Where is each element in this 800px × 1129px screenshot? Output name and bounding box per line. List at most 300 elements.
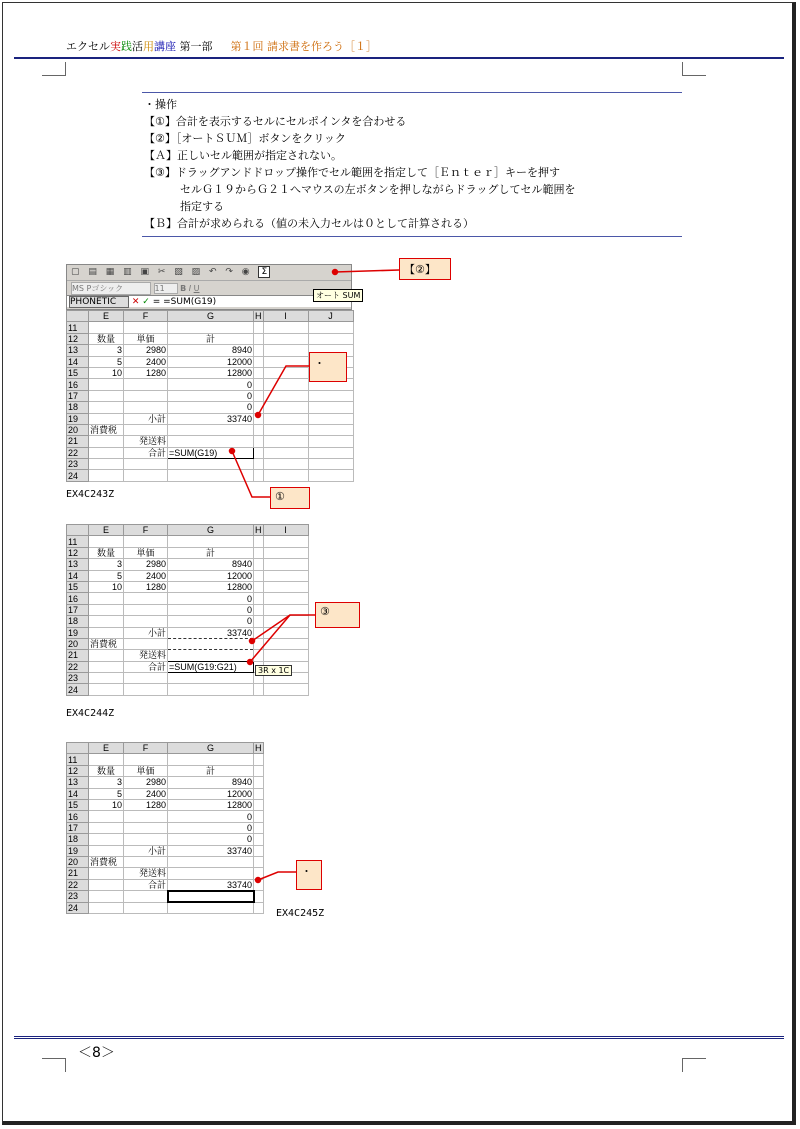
cell[interactable]: 3 (89, 345, 124, 356)
instruction-line: 【②】［オートＳＵＭ］ボタンをクリック (144, 132, 346, 145)
row-header[interactable]: 16 (67, 379, 89, 390)
cell[interactable] (263, 379, 308, 390)
col-header[interactable]: I (263, 525, 308, 536)
cell[interactable] (124, 593, 168, 604)
cell[interactable] (168, 650, 254, 661)
col-header[interactable]: G (168, 311, 254, 322)
cell[interactable] (89, 650, 124, 661)
cell[interactable] (263, 627, 308, 638)
cell[interactable] (308, 424, 353, 435)
row-header[interactable]: 11 (67, 754, 89, 765)
cell[interactable] (254, 559, 264, 570)
autosum-button[interactable]: Σ (258, 266, 270, 278)
row-header[interactable]: 12 (67, 333, 89, 344)
cell[interactable] (254, 765, 264, 776)
cell[interactable] (263, 459, 308, 470)
row-header[interactable]: 12 (67, 547, 89, 558)
cell[interactable]: 計 (168, 547, 254, 558)
cell[interactable] (89, 684, 124, 695)
row-header[interactable]: 21 (67, 436, 89, 447)
callout-b: ・ (296, 860, 322, 890)
cell[interactable] (254, 570, 264, 581)
cell[interactable] (263, 333, 308, 344)
cell[interactable] (89, 390, 124, 401)
cell[interactable] (89, 879, 124, 891)
cell[interactable] (254, 616, 264, 627)
cell[interactable] (263, 390, 308, 401)
cell[interactable]: 消費税 (89, 856, 124, 867)
cell[interactable] (263, 593, 308, 604)
cell[interactable] (168, 536, 254, 547)
row-header[interactable]: 16 (67, 811, 89, 822)
cell[interactable] (263, 367, 308, 378)
cell[interactable]: =SUM(G19) (168, 447, 254, 458)
enter-icon[interactable]: ✓ (142, 297, 150, 307)
cell[interactable] (89, 436, 124, 447)
cell[interactable] (124, 754, 168, 765)
cell[interactable] (89, 673, 124, 684)
instruction-title: ・操作 (144, 98, 177, 111)
cell[interactable] (254, 470, 264, 481)
callout-autosum: 【②】 (399, 258, 451, 280)
format-toolbar (67, 281, 351, 295)
cell[interactable]: 12000 (168, 788, 254, 799)
cell[interactable] (263, 536, 308, 547)
cell[interactable]: 計 (168, 333, 254, 344)
row-header[interactable]: 13 (67, 559, 89, 570)
cell[interactable]: 1280 (124, 581, 168, 592)
cell[interactable] (308, 333, 353, 344)
cell[interactable] (263, 581, 308, 592)
cell[interactable] (89, 627, 124, 638)
row-header[interactable]: 23 (67, 459, 89, 470)
instruction-box (142, 92, 682, 237)
cell[interactable] (254, 811, 264, 822)
cell[interactable] (263, 322, 308, 333)
cell[interactable]: 1280 (124, 367, 168, 378)
cell[interactable]: 8940 (168, 559, 254, 570)
cell[interactable]: 単価 (124, 547, 168, 558)
row-header[interactable]: 23 (67, 891, 89, 902)
cell[interactable] (254, 799, 264, 810)
cell[interactable]: 12000 (168, 570, 254, 581)
cell[interactable] (308, 459, 353, 470)
formula-text[interactable]: =SUM(G19) (163, 297, 217, 307)
cell[interactable] (263, 559, 308, 570)
cell[interactable]: 小計 (124, 627, 168, 638)
cell[interactable] (263, 470, 308, 481)
header-rule (14, 57, 784, 59)
cell[interactable]: 12800 (168, 367, 254, 378)
corner-mark (682, 1058, 706, 1072)
cell[interactable] (263, 413, 308, 424)
cell[interactable] (254, 845, 264, 856)
cell[interactable] (263, 345, 308, 356)
col-header[interactable]: H (255, 743, 262, 754)
cell[interactable]: 発送料 (124, 436, 168, 447)
row-header[interactable]: 22 (67, 879, 89, 891)
spreadsheet-1 (66, 310, 354, 482)
cell[interactable] (254, 638, 264, 649)
cell[interactable] (254, 777, 264, 788)
cell[interactable] (254, 436, 264, 447)
cell[interactable] (124, 322, 168, 333)
cell[interactable] (89, 902, 124, 913)
cell[interactable] (254, 754, 264, 765)
cell[interactable] (254, 604, 264, 615)
cell[interactable] (308, 470, 353, 481)
cell[interactable] (89, 754, 124, 765)
cell[interactable] (254, 891, 264, 902)
name-box[interactable]: PHONETIC (69, 296, 129, 308)
col-header[interactable]: E (89, 525, 124, 536)
cell[interactable]: 単価 (124, 333, 168, 344)
corner-mark (682, 62, 706, 76)
italic-button[interactable]: I (188, 284, 192, 293)
cell[interactable] (263, 402, 308, 413)
row-header[interactable]: 23 (67, 673, 89, 684)
cell[interactable] (254, 402, 264, 413)
cell[interactable] (254, 627, 264, 638)
cell[interactable] (124, 638, 168, 649)
cell[interactable] (263, 447, 308, 458)
cell[interactable] (124, 891, 168, 902)
row-header[interactable]: 21 (67, 868, 89, 879)
cell[interactable]: 合計 (124, 447, 168, 458)
row-header[interactable]: 24 (67, 684, 89, 695)
cell[interactable]: 0 (168, 604, 254, 615)
cell[interactable] (89, 604, 124, 615)
instruction-line: 【③】ドラッグアンドドロップ操作でセル範囲を指定して［Ｅｎｔｅｒ］キーを押す (144, 166, 560, 179)
cell[interactable]: 10 (89, 581, 124, 592)
cell[interactable] (254, 536, 264, 547)
cell[interactable] (89, 593, 124, 604)
cell[interactable] (168, 424, 254, 435)
cell[interactable] (168, 868, 254, 879)
cell[interactable] (124, 390, 168, 401)
cell[interactable] (308, 447, 353, 458)
cell[interactable] (263, 356, 308, 367)
cell[interactable] (254, 356, 264, 367)
cell[interactable] (124, 424, 168, 435)
cell[interactable] (89, 616, 124, 627)
callout-a: ・ (309, 352, 347, 382)
cell[interactable] (254, 459, 264, 470)
row-header[interactable]: 13 (67, 777, 89, 788)
col-header[interactable]: G (168, 525, 254, 536)
cell[interactable] (89, 822, 124, 833)
cell[interactable] (89, 834, 124, 845)
col-header[interactable]: I (263, 311, 308, 322)
cell[interactable]: 3 (89, 559, 124, 570)
row-header[interactable]: 17 (67, 822, 89, 833)
cell[interactable]: 0 (168, 822, 254, 833)
cell[interactable]: 0 (168, 811, 254, 822)
cell[interactable] (168, 754, 254, 765)
font-select[interactable]: MS Pゴシック (71, 282, 151, 295)
row-header[interactable]: 20 (67, 638, 89, 649)
cell[interactable]: 小計 (124, 845, 168, 856)
cell[interactable] (254, 822, 264, 833)
row-header[interactable]: 12 (67, 765, 89, 776)
cell[interactable] (308, 390, 353, 401)
cell[interactable]: 数量 (89, 765, 124, 776)
cell[interactable] (168, 902, 254, 913)
cell[interactable] (254, 788, 264, 799)
cell[interactable] (124, 856, 168, 867)
cell[interactable] (89, 447, 124, 458)
cell[interactable] (254, 333, 264, 344)
col-header[interactable]: G (168, 743, 254, 754)
autosum-tooltip: オート SUM (313, 289, 363, 302)
cell[interactable] (254, 413, 264, 424)
cell[interactable] (263, 684, 308, 695)
cell[interactable] (124, 902, 168, 913)
cell[interactable]: 10 (89, 799, 124, 810)
cell[interactable]: 合計 (124, 661, 168, 672)
corner-mark (42, 62, 66, 76)
cell[interactable] (89, 413, 124, 424)
cell[interactable]: 33740 (168, 627, 254, 638)
cell[interactable]: 合計 (124, 879, 168, 891)
cell[interactable] (254, 879, 264, 891)
cell[interactable] (168, 470, 254, 481)
cell[interactable] (89, 470, 124, 481)
col-header[interactable]: F (124, 311, 168, 322)
cell[interactable] (89, 459, 124, 470)
row-header[interactable]: 15 (67, 581, 89, 592)
row-header[interactable]: 11 (67, 322, 89, 333)
cell[interactable] (308, 322, 353, 333)
cell[interactable]: 小計 (124, 413, 168, 424)
callout-3: ③ (315, 602, 360, 628)
cell[interactable] (254, 424, 264, 435)
row-header[interactable]: 18 (67, 834, 89, 845)
cell[interactable]: 計 (168, 765, 254, 776)
caption: EX4C245Z (276, 908, 325, 919)
cell[interactable] (254, 581, 264, 592)
cell[interactable]: 消費税 (89, 638, 124, 649)
excel-toolbar (66, 264, 352, 310)
cell[interactable]: 33740 (168, 413, 254, 424)
cell[interactable]: 発送料 (124, 650, 168, 661)
cell[interactable]: 1280 (124, 799, 168, 810)
cell[interactable]: 2400 (124, 788, 168, 799)
cell[interactable] (254, 593, 264, 604)
row-header[interactable]: 18 (67, 616, 89, 627)
col-header[interactable]: F (124, 743, 168, 754)
cell[interactable] (263, 638, 308, 649)
corner-cell (67, 311, 89, 322)
cell[interactable]: 8940 (168, 345, 254, 356)
row-header[interactable]: 22 (67, 447, 89, 458)
row-header[interactable]: 13 (67, 345, 89, 356)
cell[interactable] (263, 424, 308, 435)
instruction-indent: セルＧ１９からＧ２１へマウスの左ボタンを押しながらドラッグしてセル範囲を (180, 183, 576, 196)
cell[interactable]: 10 (89, 367, 124, 378)
cell[interactable] (254, 868, 264, 879)
cell[interactable] (168, 856, 254, 867)
cell[interactable] (89, 536, 124, 547)
cell[interactable]: 0 (168, 390, 254, 401)
cell[interactable] (89, 379, 124, 390)
cell[interactable]: 12800 (168, 581, 254, 592)
row-header[interactable]: 18 (67, 402, 89, 413)
cell[interactable] (89, 322, 124, 333)
cell[interactable] (124, 402, 168, 413)
size-select[interactable]: 11 (154, 283, 178, 294)
cell[interactable] (168, 322, 254, 333)
cell[interactable] (308, 413, 353, 424)
col-header[interactable]: J (308, 311, 353, 322)
cell[interactable]: =SUM(G19:G21) (168, 661, 254, 672)
cell[interactable]: 2400 (124, 356, 168, 367)
cell[interactable]: 2980 (124, 345, 168, 356)
callout-1: ① (270, 487, 310, 509)
cell[interactable]: 0 (168, 616, 254, 627)
row-header[interactable]: 14 (67, 356, 89, 367)
cell[interactable] (263, 650, 308, 661)
cell[interactable]: 数量 (89, 333, 124, 344)
cell[interactable] (168, 638, 254, 649)
cell[interactable]: 単価 (124, 765, 168, 776)
row-header[interactable]: 22 (67, 661, 89, 672)
cell[interactable] (168, 459, 254, 470)
cell[interactable]: 消費税 (89, 424, 124, 435)
page-number: ＜8＞ (78, 1045, 115, 1061)
row-header[interactable]: 11 (67, 536, 89, 547)
cell[interactable] (89, 402, 124, 413)
row-header[interactable]: 17 (67, 604, 89, 615)
col-header[interactable]: H (255, 311, 262, 322)
cell[interactable] (124, 536, 168, 547)
cell[interactable] (168, 891, 254, 902)
cell[interactable]: 0 (168, 379, 254, 390)
corner-mark (42, 1058, 66, 1072)
cell[interactable]: 12000 (168, 356, 254, 367)
cell[interactable] (254, 367, 264, 378)
cancel-icon[interactable]: ✕ (131, 297, 140, 307)
cell[interactable] (254, 345, 264, 356)
range-tooltip: 3R x 1C (255, 665, 292, 676)
cell[interactable]: 5 (89, 356, 124, 367)
cell[interactable] (124, 604, 168, 615)
cell[interactable] (254, 379, 264, 390)
instruction-line: 【Ａ】正しいセル範囲が指定されない。 (144, 149, 342, 162)
cell[interactable] (254, 547, 264, 558)
col-header[interactable]: E (89, 311, 124, 322)
row-header[interactable]: 19 (67, 845, 89, 856)
cell[interactable] (124, 834, 168, 845)
cell[interactable]: 2980 (124, 559, 168, 570)
col-header[interactable]: F (124, 525, 168, 536)
cell[interactable] (254, 856, 264, 867)
cell[interactable]: 33740 (168, 879, 254, 891)
cell[interactable] (263, 570, 308, 581)
instruction-line: 【Ｂ】合計が求められる（値の未入力セルは０として計算される） (144, 217, 474, 230)
cell[interactable] (168, 673, 254, 684)
row-header[interactable]: 20 (67, 424, 89, 435)
row-header[interactable]: 20 (67, 856, 89, 867)
cell[interactable] (124, 822, 168, 833)
cell[interactable] (124, 811, 168, 822)
cell[interactable] (254, 684, 264, 695)
cell[interactable]: 2400 (124, 570, 168, 581)
cell[interactable] (308, 402, 353, 413)
cell[interactable] (254, 902, 264, 913)
cell[interactable]: 12800 (168, 799, 254, 810)
cell[interactable]: 数量 (89, 547, 124, 558)
cell[interactable] (254, 834, 264, 845)
cell[interactable]: 33740 (168, 845, 254, 856)
cell[interactable] (254, 322, 264, 333)
cell[interactable]: 0 (168, 834, 254, 845)
cell[interactable] (124, 379, 168, 390)
cell[interactable] (308, 436, 353, 447)
cell[interactable]: 2980 (124, 777, 168, 788)
col-header[interactable]: E (89, 743, 124, 754)
caption: EX4C243Z (66, 489, 115, 500)
cell[interactable] (124, 470, 168, 481)
instruction-line: 【①】合計を表示するセルにセルポインタを合わせる (144, 115, 407, 128)
cell[interactable] (263, 547, 308, 558)
cell[interactable]: 5 (89, 570, 124, 581)
spreadsheet-3 (66, 742, 264, 914)
cell[interactable]: 8940 (168, 777, 254, 788)
cell[interactable] (254, 650, 264, 661)
cell[interactable] (89, 868, 124, 879)
cell[interactable]: 5 (89, 788, 124, 799)
cell[interactable] (89, 811, 124, 822)
cell[interactable]: 3 (89, 777, 124, 788)
cell[interactable] (254, 447, 264, 458)
row-header[interactable]: 19 (67, 413, 89, 424)
cell[interactable] (263, 604, 308, 615)
row-header[interactable]: 14 (67, 570, 89, 581)
row-header[interactable]: 17 (67, 390, 89, 401)
row-header[interactable]: 19 (67, 627, 89, 638)
cell[interactable] (89, 661, 124, 672)
row-header[interactable]: 15 (67, 799, 89, 810)
bold-button[interactable]: B (180, 284, 187, 293)
cell[interactable] (124, 673, 168, 684)
cell[interactable] (124, 459, 168, 470)
cell[interactable] (168, 436, 254, 447)
cell[interactable] (168, 684, 254, 695)
cell[interactable] (89, 845, 124, 856)
row-header[interactable]: 24 (67, 470, 89, 481)
cell[interactable] (254, 390, 264, 401)
cell[interactable] (124, 616, 168, 627)
cell[interactable]: 発送料 (124, 868, 168, 879)
col-header[interactable]: H (255, 525, 262, 536)
row-header[interactable]: 24 (67, 902, 89, 913)
row-header[interactable]: 15 (67, 367, 89, 378)
cell[interactable] (124, 684, 168, 695)
cell[interactable]: 0 (168, 402, 254, 413)
row-header[interactable]: 21 (67, 650, 89, 661)
instruction-indent: 指定する (180, 200, 224, 213)
cell[interactable]: 0 (168, 593, 254, 604)
standard-toolbar: ▢ ▤ ▦ ▥ ▣ ✂ ▧ ▨ ↶ ↷ ◉ Σ (67, 265, 351, 281)
cell[interactable] (263, 616, 308, 627)
page-header: エクセル実践活用講座 第一部 第１回 請求書を作ろう［１］ (66, 40, 377, 53)
cell[interactable] (89, 891, 124, 902)
row-header[interactable]: 14 (67, 788, 89, 799)
cell[interactable] (263, 436, 308, 447)
row-header[interactable]: 16 (67, 593, 89, 604)
underline-button[interactable]: U (193, 284, 200, 293)
